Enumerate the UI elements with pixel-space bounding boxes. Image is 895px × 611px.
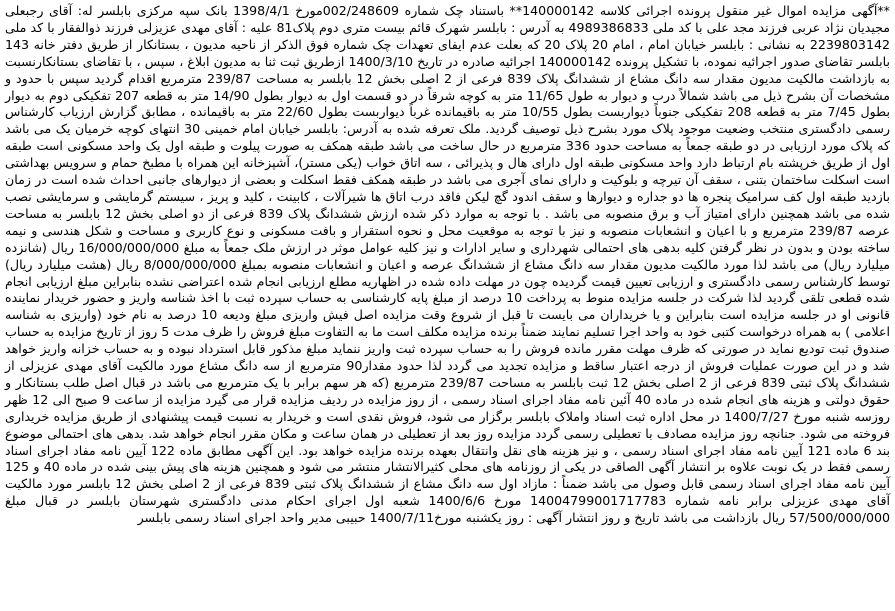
auction-notice-text: **آگهی مزایده اموال غیر منقول پرونده اجرائی کلاسه 140000142** باستناد چک شماره 002/248609مورخ 1398/4/1 بانک سپه مرکزی بابلسر له: آقای رجبعلی مجیدیان نژاد عربی فرزند مجد علی با کد ملی 4989386833 به آدرس : بابلسر شهرک قائم بیست متری دوم پلاک81 علیه : آقای مهدی عزیزلی فرزند ذوالفقار با کد ملی 2239803142 به نشانی : بابلسر خیابان امام ، امام 20 پلاک 20 که بعلت عدم ایفای تعهدات چک شماره فوق الذکر از ناحیه مدیون ، بستانکار از طریق دفتر خانه 143 بابلسر تقاضای صدور اجرائیه نموده، با تشکیل پرونده 140000142 اجرائیه صادره در تاریخ 1400/3/10 ازطریق ثبت ثنا به مدیون ابلاغ ، سپس ، با تقاضای بستانکارنسبت به بازداشت مالکیت مدیون مقدار سه دانگ مشاع از ششدانگ پلاک 839 فرعی از 2 اصلی بخش 12 بابلسر به مساحت 239/87 مترمربع اقدام گردید سپس با حدود و مشخصات آن بشرح ذیل می باشد شمالاً درب و دیوار به طول 11/65 متر به کوچه شرقاً در دو قسمت اول به دیوار بطول 14/90 متر به قطعه 207 تفکیکی دوم به دیوار بطول 7/45 متر به قطعه 208 تفکیکی جنوباً دیواربست بطول 10/55 متر به باقیمانده غرباً دیواربست بطول 22/60 متر به باقیمانده ، مطابق گزارش ارزیاب کارشناس رسمی دادگستری منتخب وضعیت موجود پلاک مورد بشرح ذیل توصیف گردید. ملک تعرفه شده به آدرس: بابلسر خیابان امام خمینی 30 انتهای کوچه خرمیان یک می باشد که پلاک مورد ارزیابی در دو طبقه جمعاً به مساحت حدود 336 مترمربع در حال ساخت می باشد طبقه همکف به صورت پیلوت و طبقه اول یک واحد مسکونی است طبقه اول از طریق خرپشته بام ارتباط دارد واحد مسکونی طبقه اول دارای هال و پذیرائی ، سه اتاق خواب (یکی مستر)، آشپزخانه این همراه با مطبخ حمام و سرویس بهداشتی است اسکلت ساختمان بتنی ، سقف آن تیرچه و بلوکیت و دارای نمای آجری می باشد در طبقه همکف فقط اسکلت و بعضی از دیوارهای جانبی احداث شده است در زمان بازدید طبقه اول کف سرامیک پنجره ها دو جداره و دیوارها و سقف اندود گچ لیکن فاقد درب اتاق ها شیرآلات ، کابینت ، کلید و پریز ، سیستم گرمایشی و سرمایشی نصب شده می باشد همچنین دارای امتیاز آب و برق منصوبه می باشد . با توجه به موارد ذکر شده ارزش ششدانگ پلاک 839 فرعی از دو اصلی بخش 12 بابلسر به مساحت عرصه 239/87 مترمربع و با اعیان و انشعابات منصوبه و نیز با توجه به موقعیت محل و نحوه استقرار و بافت مسکونی و نوع کاربری و مساحت و شکل هندسی و نیمه ساخته بودن و بدون در نظر گرفتن کلیه بدهی های احتمالی شهرداری و سایر ادارات و نیز کلیه عوامل موثر در ارزش ملک جمعاً به مبلغ 16/000/000/000 ریال (شانزده میلیارد ریال) می باشد لذا مورد مالکیت مدیون مقدار سه دانگ مشاع از ششدانگ عرصه و اعیان و انشعابات منصوبه بمبلغ 8/000/000/000 ریال (هشت میلیارد ریال) توسط کارشناس رسمی دادگستری و ارزیابی تعیین قیمت گردیده چون در مهلت داده شده در اظهاریه مطلع ارزیابی انجام شده اعتراضی نشده بنابراین مبلغ ارزیابی انجام شده قطعی تلقی گردید لذا شرکت در جلسه مزایده منوط به پرداخت 10 درصد از مبلغ پایه کارشناسی به حساب سپرده ثبت با اخذ شناسه واریز و حضور خریدار نماینده قانونی او در جلسه مزایده است بنابراین و یا خریداران می بایست تا قبل از شروع وقت مزایده اصل فیش واریزی مبلغ ودیعه 10 درصد به نام خود (واریزی به شناسه اعلامی ) به همراه درخواست کتبی خود به واحد اجرا تسلیم نمایند ضمناً برنده مزایده مکلف است ما به التفاوت مبلغ فروش را ظرف مدت 5 روز از تاریخ مزایده به حساب صندوق ثبت تودیع نماید در صورتی که ظرف مهلت مقرر مانده فروش را به حساب سپرده ثبت واریز ننماید مبلغ مذکور قابل استرداد نبوده و به حساب خزانه واریز خواهد شد و در این صورت عملیات فروش از درجه اعتبار ساقط و مزایده تجدید می گردد لذا حدود مقدار90 مترمربع از سه دانگ مشاع مورد مالکیت آقای مهدی عزیزلی از ششدانگ پلاک ثبتی 839 فرعی از 2 اصلی بخش 12 ثبت بابلسر به مساحت 239/87 مترمربع (که هر سهم برابر با یک مترمربع می باشد در قبال اصل طلب بستانکار و حقوق دولتی و هزینه های انجام شده در ماده 40 آئین نامه مفاد اجرای اسناد رسمی ، از روز مزایده در ردیف مزایده قرار می گیرد مزایده از ساعت 9 صبح الی 12 ظهر روزسه شنبه مورخ 1400/7/27 در محل اداره ثبت اسناد واملاک بابلسر برگزار می شود، فروش نقدی است و خریدار به نسبت قیمت پیشنهادی از طریق مزایده خریداری فروخته می شود. جنانچه روز مزایده مصادف با تعطیلی رسمی گردد مزایده روز بعد از تعطیلی در همان ساعت و مکان مقرر انجام خواهد شد. بدهی های احتمالی موضوع بند 6 ماده 121 آیین نامه مفاد اجرای اسناد رسمی ، و نیز هزینه های نقل وانتقال بعهده برنده مزایده خواهد بود. این آگهی مطابق ماده 122 آیین نامه مفاد اجرای اسناد رسمی فقط در یک نوبت علاوه بر انتشار آگهی الصاقی در یکی از روزنامه های محلی کثیرالانتشار منتشر می شود و همچنین هزینه های پیش بینی شده در ماده 40 و 125 آیین نامه مفاد اجرای اسناد رسمی قابل وصول می باشد ضمناً : مازاد اول سه دانگ مشاع از ششدانگ پلاک ثبتی 839 فرعی از 2 اصلی بخش 12 بابلسر مورد مالکیت آقای مهدی عزیزلی برابر نامه شماره 14004799001717783 مورخ 1400/6/6 شعبه اول اجرای احکام مدنی دادگستری شهرستان بابلسر در قبال مبلغ 57/500/000/000 ریال بازداشت می باشد تاریخ و روز انتشار آگهی : روز یکشنبه مورخ1400/7/11 حبیبی مدیر واحد اجرای اسناد رسمی بابلسر (5, 3, 891, 526)
